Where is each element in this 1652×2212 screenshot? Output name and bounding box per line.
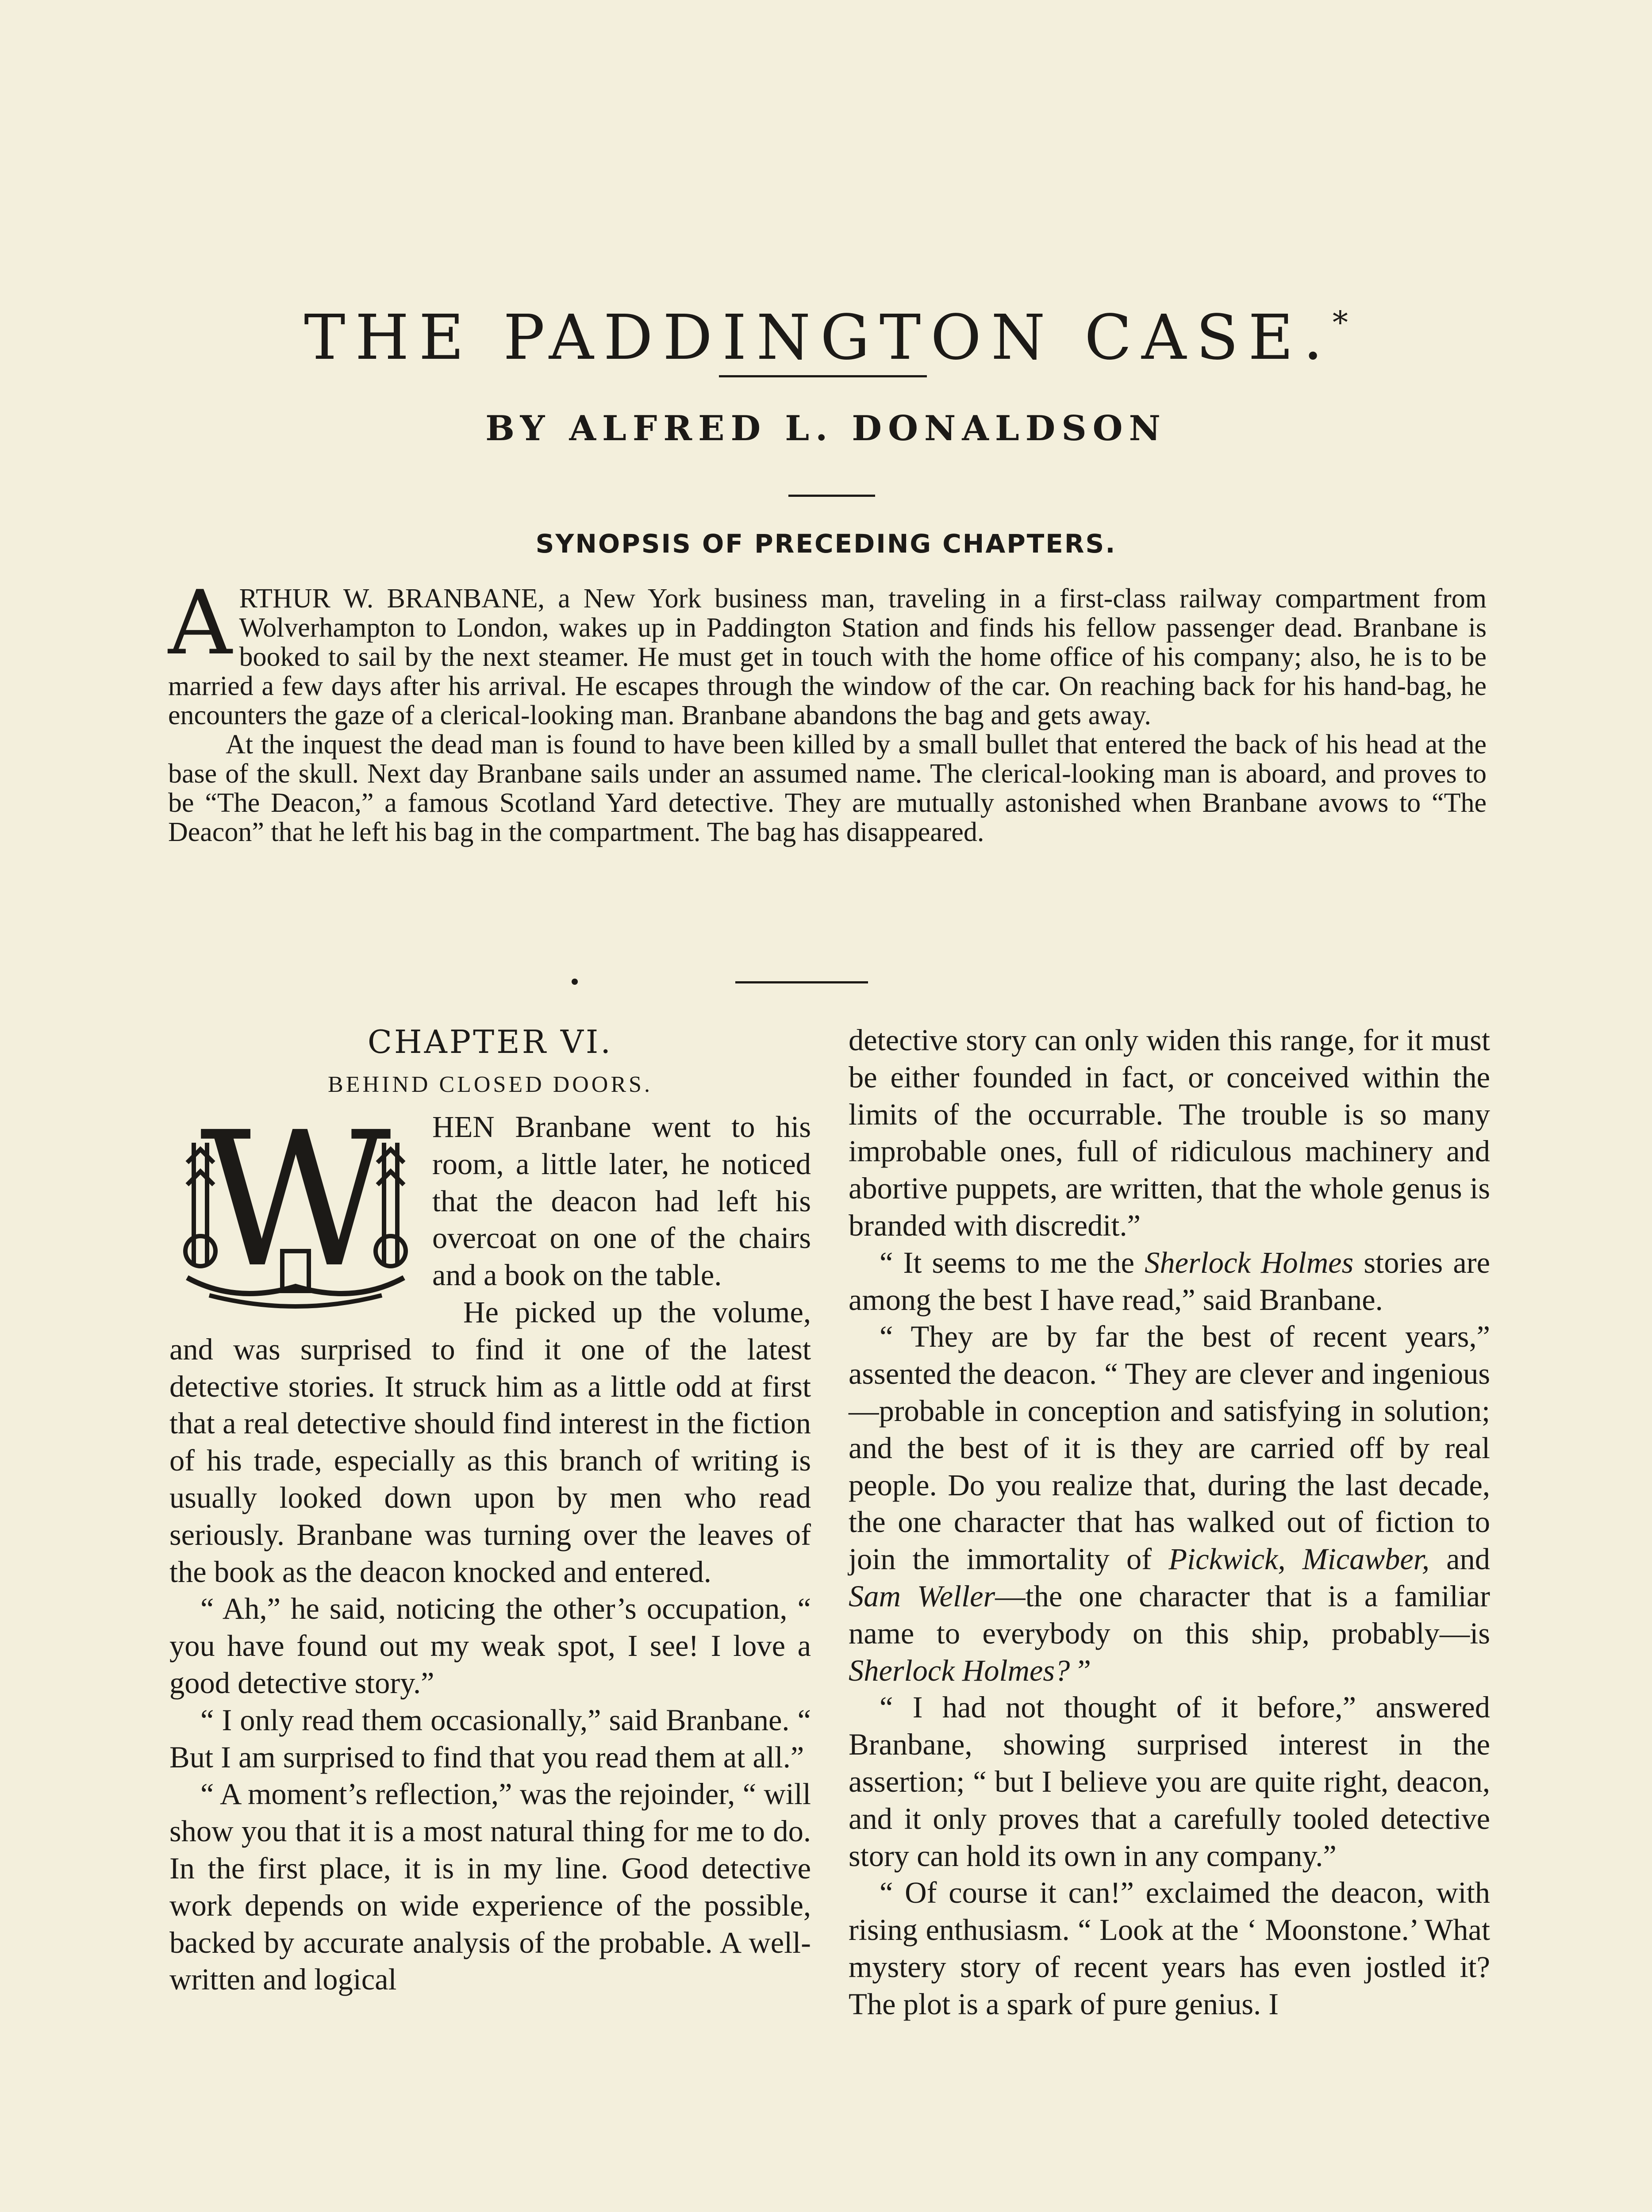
ornament-dot (572, 979, 578, 985)
body-paragraph (849, 1318, 1490, 1689)
body-paragraph: “ I only read them occasionally,” said Branbane. “ But I am surprised to find that you read them at all.” (169, 1703, 811, 1774)
text-run: ” (1070, 1653, 1091, 1687)
title-rule (719, 375, 927, 377)
italic-name: Sam Weller (849, 1579, 995, 1613)
italic-name: Sherlock Holmes? (849, 1653, 1070, 1687)
byline-rule (788, 495, 875, 497)
synopsis-heading: SYNOPSIS OF PRECEDING CHAPTERS. (535, 529, 1117, 559)
chapter-title: BEHIND CLOSED DOORS. (328, 1072, 653, 1097)
decorative-initial-w-svg (169, 1118, 422, 1313)
synopsis-paragraph: At the inquest the dead man is found to have been killed by a small bullet that entered the back of his head at the base of the skull. Next day Branbane sails under an assumed name. The clerical-looking man is aboard, and proves to be “The Deacon,” a famous Scotland Yard detective. They are mutually astonished when Branbane avows to “The Deacon” that he left his bag in the compartment. The bag has disappeared. (168, 730, 1487, 847)
chapter-number: CHAPTER VI. (367, 1023, 613, 1060)
body-paragraph: “ I had not thought of it before,” answered Branbane, showing surprised interest in the assertion; “ but I believe you are quite right, deacon, and it only proves that a carefully tooled detective story can hold its own in any company.” (849, 1690, 1490, 1873)
body-paragraph: “ Ah,” he said, noticing the other’s occupation, “ you have found out my weak spot, I see! I love a good detective story.” (169, 1592, 811, 1700)
italic-names: Pickwick, Micawber, (1168, 1542, 1429, 1576)
synopsis-initial-letter: A (168, 572, 232, 675)
section-rule (735, 981, 868, 983)
story-title-text: THE PADDINGTON CASE. (304, 301, 1333, 374)
text-run: “ They are by far the best of recent years,” assented the deacon. “ They are clever and ingenious—probable in conception and satisfying in solution; and the best of it is they are carried off by real people. Do you realize that, during the last decade, the one character that has walked out of fiction to join the immortality of (849, 1320, 1490, 1576)
text-run: “ It seems to me the (880, 1245, 1145, 1279)
body-paragraph (169, 1109, 811, 1309)
right-column (849, 1022, 1490, 2023)
decorative-initial-letter: W (200, 1118, 391, 1309)
body-paragraph-text: HEN Branbane went to his room, a little later, he noticed that the deacon had left his overcoat on one of the chairs and a book on the table. (432, 1110, 811, 1292)
story-title (0, 301, 1652, 374)
text-run: stories are among the best I have read,” said Branbane. (849, 1245, 1490, 1317)
text-run: and (1429, 1542, 1490, 1576)
body-paragraph (849, 1244, 1490, 1319)
body-paragraph: detective story can only widen this range, for it must be either founded in fact, or conceived within the limits of the occurrable. The trouble is so many improbable ones, full of ridiculous machinery and abortive puppets, are written, that the whole genus is branded with discredit.” (849, 1023, 1490, 1242)
body-paragraph: “ Of course it can!” exclaimed the deacon, with rising enthusiasm. “ Look at the ‘ Moonstone.’ What mystery story of recent years has even jostled it? The plot is a spark of pure genius. I (849, 1876, 1490, 2021)
author-byline: BY ALFRED L. DONALDSON (485, 408, 1167, 449)
italic-title: Sherlock Holmes (1145, 1245, 1354, 1279)
body-paragraph: “ A moment’s reflection,” was the rejoinder, “ will show you that it is a most natural thing for me to do. In the first place, it is in my line. Good detective work depends on wide experience of the possible, backed by accurate analysis of the probable. A well-written and logical (169, 1777, 811, 1997)
synopsis-paragraph (168, 572, 1487, 730)
left-column (169, 1022, 811, 1998)
decorative-initial-w-icon (169, 1118, 422, 1313)
synopsis-paragraph-text: RTHUR W. BRANBANE, a New York business man, traveling in a first-class railway compartment from Wolverhampton to London, wakes up in Paddington Station and finds his fellow passenger dead. Branbane is booked to sail by the next steamer. He must get in touch with the home office of his company; also, he is to be married a few days after his arrival. He escapes through the window of the car. On reaching back for his hand-bag, he encounters the gaze of a clerical-looking man. Branbane abandons the bag and gets away. (168, 584, 1487, 730)
text-run: —the one character that is a familiar name to everybody on this ship, probably—is (849, 1579, 1490, 1650)
body-paragraph: He picked up the volume, and was surprised to find it one of the latest detective stories. It struck him as a little odd at first that a real detective should find interest in the fiction of his trade, especially as this branch of writing is usually looked down upon by men who read seriously. Branbane was turning over the leaves of the book as the deacon knocked and entered. (169, 1295, 811, 1589)
title-footnote-mark: * (1332, 304, 1348, 341)
synopsis-text (168, 572, 1487, 847)
